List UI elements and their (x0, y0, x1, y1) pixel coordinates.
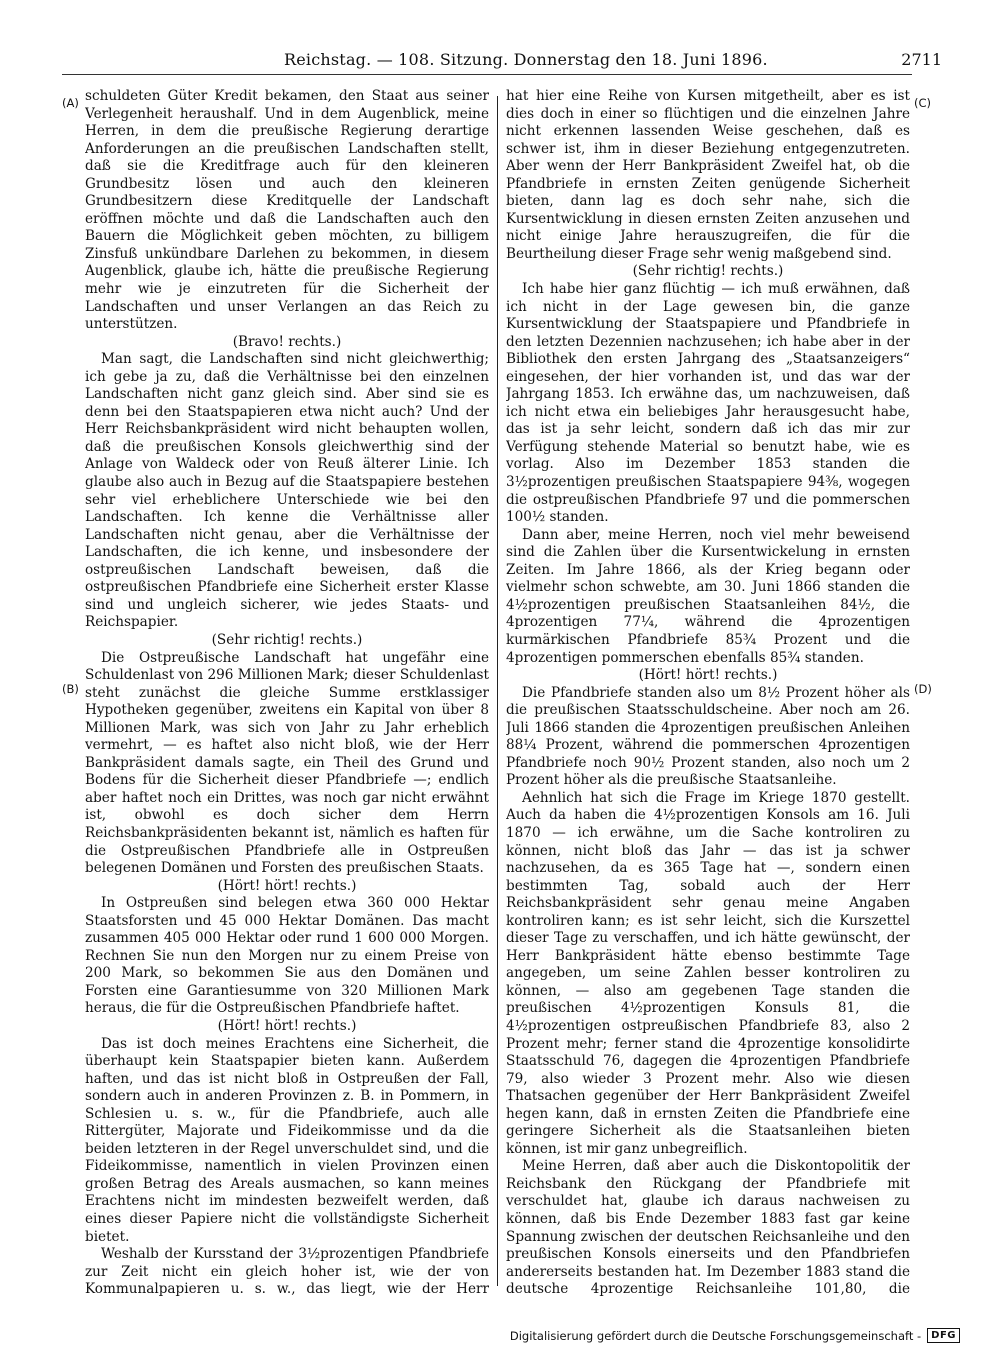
margin-mark-d: (D) (914, 682, 932, 696)
dfg-logo-icon: DFG (927, 1328, 960, 1343)
header-rule (62, 74, 912, 75)
paragraph: In Ostpreußen sind belegen etwa 360 000 Hektar Staatsforsten und 45 000 Hektar Domänen. Das macht zusammen 405 000 Hektar oder rund 1 600 000 Morgen. Rechnen Sie nun den Morgen nur zu einem Preise von 200 Mark, so bekommen Sie aus den Domänen und Forsten eine Garantiesumme von 320 Millionen Mark heraus, die für die Ostpreußischen Pfandbriefe haftet. (85, 895, 489, 1017)
paragraph: Meine Herren, daß aber auch die Diskontopolitik der Reichsbank den Rückgang der Pfandbriefe mit verschuldet hat, glaube ich daraus nachweisen zu können, daß bis Ende Dezember 1883 fast gar keine Spannung zwischen der deutschen Reichsanleihe und den preußischen Konsols einerseits und den Pfandbriefen andererseits bestanden hat. Im Dezember 1883 stand die deutsche 4prozentige Reichsanleihe 101,80, die (506, 1158, 910, 1298)
interjection: (Hört! hört! rechts.) (217, 877, 357, 894)
footer-credit (510, 1328, 960, 1343)
paragraph: Aehnlich hat sich die Frage im Kriege 1870 gestellt. Auch da haben die 4½prozentigen Konsols am 16. Juli 1870 — ich erwähne, um die Sache kontroliren zu können, nicht bloß das Jahr — das ist ja schwer nachzusehen, da es 365 Tage hat —, sondern einen bestimmten Tag, sobald auch der Herr Reichsbankpräsident sehr genau meine Angaben kontroliren kann; es ist sehr leicht, sich die Kurszettel dieser Tage zu verschaffen, und ich hätte gewünscht, der Herr Bankpräsident hätte ebenso bestimmte Tage angegeben, um seine Zahlen besser kontroliren zu können, — also am gegebenen Tage standen die preußischen 4½prozentigen Konsuls 81, die 4½prozentigen ostpreußischen Pfandbriefe 83, also 2 Prozent mehr; ferner stand die 4prozentige konsolidirte Staatsschuld 76, dagegen die 4prozentigen Pfandbriefe 79, also wieder 3 Prozent mehr. Also wie diesen Thatsachen gegenüber der Herr Bankpräsident Zweifel hegen kann, daß in ernsten Zeiten die Pfandbriefe eine geringere Sicherheit als die Staatsanleihen bieten können, ist mir ganz unbegreiflich. (506, 789, 910, 1157)
left-column (85, 88, 489, 1298)
margin-mark-c: (C) (914, 96, 932, 110)
interjection: (Bravo! rechts.) (232, 333, 342, 350)
interjection: (Sehr richtig! rechts.) (211, 631, 363, 648)
page-number: 2711 (901, 50, 942, 69)
paragraph: hat hier eine Reihe von Kursen mitgetheilt, aber es ist dies doch in einer so flüchtigen und die einzelnen Jahre nicht erkennen lassenden Weise geschehen, daß es schwer ist, ihm in dieser Beziehung entgegenzutreten. Aber wenn der Herr Bankpräsident Zweifel hat, ob die Pfandbriefe in ernsten Zeiten genügende Sicherheit bieten, dann lag es doch sehr nahe, sich die Kursentwicklung in diesen ernsten Zeiten anzusehen und nicht einige Jahre herauszugreifen, die für die Beurtheilung dieser Frage sehr wenig maßgebend sind. (506, 88, 910, 262)
paragraph: Ich habe hier ganz flüchtig — ich muß erwähnen, daß ich nicht in der Lage gewesen bin, die ganze Kursentwicklung der Staatspapiere und Pfandbriefe in den letzten Dezennien nachzusehen; ich habe aber in der Bibliothek den ersten Jahrgang des „Staatsanzeigers“ eingesehen, der hier vorhanden ist, und das war der Jahrgang 1853. Ich erwähne das, um nachzuweisen, daß ich nicht etwa ein beliebiges Jahr herausgesucht habe, das ist ja sehr leicht, sondern daß ich das mir zur Verfügung stehende Material so benutzt habe, wie es vorlag. Also im Dezember 1853 standen die 3½prozentigen preußischen Staatspapiere 94⅜, wogegen die ostpreußischen Pfandbriefe 97 und die pommerschen 100½ standen. (506, 281, 910, 526)
running-title: Reichstag. — 108. Sitzung. Donnerstag den 18. Juni 1896. (284, 50, 768, 69)
paragraph: schuldeten Güter Kredit bekamen, den Staat aus seiner Verlegenheit heraushalf. Und in dem Augenblick, meine Herren, in dem die preußische Regierung derartige Anforderungen an die preußischen Landschaften stellt, daß sie die Kreditfrage auch für den kleineren Grundbesitz lösen und auch den kleineren Grundbesitzern diese Kreditquelle der Landschaft eröffnen möchte und daß die Landschaften auch den Bauern die Möglichkeit geben möchten, zu billigem Zinsfuß unkündbare Darlehen zu bekommen, in diesem Augenblick, glaube ich, hätte die preußische Regierung mehr wie je einzutreten für die Sicherheit der Landschaften und unser Verlangen an das Reich zu unterstützen. (85, 88, 489, 333)
page-header (62, 0, 942, 80)
interjection: (Sehr richtig! rechts.) (632, 263, 784, 280)
interjection: (Hört! hört! rechts.) (217, 1017, 357, 1034)
column-divider (497, 96, 498, 1286)
paragraph: Die Pfandbriefe standen also um 8½ Prozent höher als die preußischen Staatsschuldscheine. Aber noch am 26. Juli 1866 standen die 4prozentigen preußischen Anleihen 88¼ Prozent, während die pommerschen 4prozentigen Pfandbriefe noch 90½ Prozent standen, also noch um 2 Prozent höher als die preußische Staatsanleihe. (506, 684, 910, 789)
right-column (506, 88, 910, 1298)
paragraph: Weshalb der Kursstand der 3½prozentigen Pfandbriefe zur Zeit nicht ein gleich hoher ist, wie der von Kommunalpapieren u. s. w., das liegt, wie der Herr (85, 1246, 489, 1298)
paragraph: Die Ostpreußische Landschaft hat ungefähr eine Schuldenlast von 296 Millionen Mark; dieser Schuldenlast steht zunächst die gleiche Summe erstklassiger Hypotheken gegenüber, zweitens ein Kapital von über 8 Millionen Mark, was sich von Jahr zu Jahr erheblich vermehrt, — es haftet also nicht bloß, wie der Herr Bankpräsident damals sagte, ein Theil des Grund und Bodens für die Sicherheit dieser Pfandbriefe —; endlich aber haftet noch ein Drittes, was noch gar nicht erwähnt ist, obwohl es doch sicher dem Herrn Reichsbankpräsidenten bekannt ist, nämlich es haften für die Ostpreußischen Pfandbriefe alle in Ostpreußen belegenen Domänen und Forsten des preußischen Staats. (85, 649, 489, 877)
paragraph: Das ist doch meines Erachtens eine Sicherheit, die überhaupt kein Staatspapier bieten kann. Außerdem haften, und das ist nicht bloß in Ostpreußen der Fall, sondern auch in anderen Provinzen z. B. in Pommern, in Schlesien u. s. w., für die Pfandbriefe, auch alle Rittergüter, Majorate und Fideikommisse und da die beiden letzteren in der Regel unverschuldet sind, und die Fideikommisse, namentlich in vielen Provinzen einen großen Betrag des Areals ausmachen, so kann meines Erachtens nicht im mindesten bezweifelt werden, daß eines dieser Papiere nicht die vollständigste Sicherheit bietet. (85, 1035, 489, 1245)
interjection: (Hört! hört! rechts.) (638, 667, 778, 684)
margin-mark-b: (B) (62, 682, 79, 696)
margin-mark-a: (A) (62, 96, 79, 110)
paragraph: Dann aber, meine Herren, noch viel mehr beweisend sind die Zahlen über die Kursentwickelung in ernsten Zeiten. Im Jahre 1866, als der Krieg begann oder vielmehr schon schwebte, am 30. Juni 1866 standen die 4½prozentigen preußischen Staatsanleihen 84½, die 4prozentigen 77¼, während die 4prozentigen kurmärkischen Pfandbriefe 85¾ Prozent und die 4prozentigen pommerschen ebenfalls 85¾ standen. (506, 526, 910, 666)
paragraph: Man sagt, die Landschaften sind nicht gleichwerthig; ich gebe ja zu, daß die Verhältnisse bei den einzelnen Landschaften nicht ganz gleich sind. Aber sind sie es denn bei den Staatspapieren etwa nicht auch? Und der Herr Reichsbankpräsident wird nicht behaupten wollen, daß die preußischen Konsols gleichwerthig sind der Anlage von Waldeck oder von Reuß älterer Linie. Ich glaube also auch in Bezug auf die Staatspapiere bestehen sehr viel erheblichere Unterschiede wie bei den Landschaften. Ich kenne die Verhältnisse aller Landschaften nicht genau, aber die Verhältnisse der Landschaften, die ich kenne, und insbesondere der ostpreußischen Landschaft beweisen, daß die ostpreußischen Pfandbriefe eine Sicherheit erster Klasse sind und ungleich sicherer, wie jedes Staats- und Reichspapier. (85, 351, 489, 631)
footer-text: Digitalisierung gefördert durch die Deutsche Forschungsgemeinschaft - (509, 1328, 922, 1343)
